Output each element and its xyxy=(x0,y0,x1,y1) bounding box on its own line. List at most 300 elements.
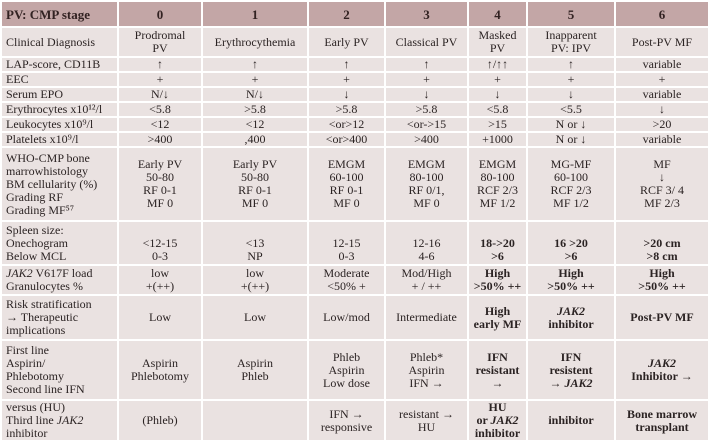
cell-stage-2 xyxy=(309,296,384,339)
cell-line: + xyxy=(423,73,430,86)
cell-line: Low xyxy=(149,310,171,324)
cell-stage-1 xyxy=(203,103,307,116)
cell-stage-3 xyxy=(386,401,467,440)
cell-stage-0 xyxy=(119,401,201,440)
row-label xyxy=(2,148,117,220)
cell-line: EMGM xyxy=(478,157,517,171)
cell-line xyxy=(203,224,307,237)
row-label xyxy=(2,401,117,440)
column-header-stage-6: 6 xyxy=(616,2,708,26)
cell-line: Post-PV MF xyxy=(631,34,693,49)
cell-stage-1 xyxy=(203,341,307,399)
cell-line: RF 0-1 xyxy=(329,183,364,197)
cell-stage-0 xyxy=(119,222,201,264)
cell-line: + xyxy=(494,73,501,86)
cell-line: Inhibitor → xyxy=(631,369,693,383)
cell-stage-4 xyxy=(469,401,526,440)
cell-line: >5.8 xyxy=(244,103,266,116)
cell-stage-4 xyxy=(469,222,526,264)
cell-line: Inapparent xyxy=(545,28,597,42)
cell-stage-2 xyxy=(309,401,384,440)
cell-stage-0 xyxy=(119,88,201,101)
cell-stage-5 xyxy=(528,266,614,294)
cell-line: or JAK2 xyxy=(476,413,519,427)
cell-line: Phleb* xyxy=(409,349,444,364)
cell-line: 80-100 xyxy=(409,170,444,184)
cell-stage-2 xyxy=(309,266,384,294)
row-label xyxy=(2,58,117,71)
cell-stage-6 xyxy=(616,296,708,339)
cell-stage-5 xyxy=(528,28,614,56)
cell-stage-0 xyxy=(119,266,201,294)
cell-line xyxy=(386,224,467,237)
cell-stage-0 xyxy=(119,148,201,220)
cell-line: MF 0 xyxy=(241,196,269,210)
cell-line: + xyxy=(343,73,350,86)
cell-stage-1 xyxy=(203,222,307,264)
cell-line xyxy=(469,224,526,237)
cell-line: Onechogram xyxy=(6,235,68,250)
row-label xyxy=(2,133,117,146)
cell-line: Low/mod xyxy=(323,310,370,324)
cell-stage-0 xyxy=(119,58,201,71)
cell-line: + xyxy=(567,73,575,86)
cell-line: MF 0 xyxy=(146,196,174,210)
cell-line: N/↓ xyxy=(246,88,264,101)
cell-stage-2 xyxy=(309,58,384,71)
cell-line: Intermediate xyxy=(396,310,457,324)
cell-stage-0 xyxy=(119,296,201,339)
cell-line: +(++) xyxy=(145,279,175,293)
table-row xyxy=(2,103,708,116)
cell-line: MF 1/2 xyxy=(479,196,516,210)
cell-line xyxy=(616,224,708,237)
cell-line: EMGM xyxy=(327,157,366,171)
cell-line: Phlebotomy xyxy=(6,369,65,383)
table-row xyxy=(2,222,708,264)
cell-line: N or ↓ xyxy=(555,133,587,146)
cell-stage-6 xyxy=(616,222,708,264)
cell-stage-4 xyxy=(469,118,526,131)
cell-line: RCF 2/3 xyxy=(476,183,518,197)
cell-line: variable xyxy=(642,88,682,101)
cell-stage-0 xyxy=(119,133,201,146)
cell-line: Third line JAK2 xyxy=(6,413,84,427)
cell-stage-1 xyxy=(203,118,307,131)
cell-line: HU xyxy=(488,401,507,414)
cell-stage-1 xyxy=(203,88,307,101)
cell-stage-5 xyxy=(528,341,614,399)
cell-line: 60-100 xyxy=(554,170,588,184)
row-label xyxy=(2,341,117,399)
cell-line: HU xyxy=(417,419,436,434)
cell-stage-5 xyxy=(528,401,614,440)
cell-line: First line xyxy=(6,343,50,357)
cell-line: RF 0/1, xyxy=(408,183,445,197)
cell-line: <5.5 xyxy=(560,103,582,116)
cell-line: High xyxy=(484,266,511,280)
cell-line: Classical PV xyxy=(395,34,458,49)
cell-line: +1000 xyxy=(482,133,513,146)
cell-line: PV xyxy=(152,41,168,55)
table-row xyxy=(2,58,708,71)
table-title: PV: CMP stage xyxy=(2,2,117,26)
cell-stage-3 xyxy=(386,88,467,101)
cell-line: >400 xyxy=(414,133,439,146)
cell-line: RCF 3/ 4 xyxy=(639,183,684,197)
cell-line: MF 0 xyxy=(413,196,440,210)
cell-line: → JAK2 xyxy=(549,375,593,390)
cell-stage-3 xyxy=(386,341,467,399)
table-header xyxy=(2,2,708,26)
cell-stage-6 xyxy=(616,73,708,86)
cell-line: implications xyxy=(6,323,66,337)
cell-line: ↓ xyxy=(494,88,501,101)
cell-line: High xyxy=(558,266,584,280)
cell-line: WHO-CMP bone xyxy=(6,150,90,165)
cell-line: <13 xyxy=(245,235,265,250)
cell-stage-6 xyxy=(616,341,708,399)
cell-line: LAP-score, CD11B xyxy=(6,58,101,71)
cell-stage-1 xyxy=(203,58,307,71)
cell-stage-6 xyxy=(616,28,708,56)
cell-stage-2 xyxy=(309,28,384,56)
cell-line: PV: IPV xyxy=(550,41,592,55)
cell-line: Aspirin xyxy=(328,362,365,377)
cell-line: marrowhistology xyxy=(6,163,88,178)
cell-line: >400 xyxy=(147,133,173,146)
cell-stage-1 xyxy=(203,266,307,294)
cell-stage-0 xyxy=(119,341,201,399)
cell-stage-3 xyxy=(386,73,467,86)
table-row xyxy=(2,88,708,101)
cell-line: Serum EPO xyxy=(6,88,63,101)
cell-stage-1 xyxy=(203,296,307,339)
cell-stage-4 xyxy=(469,266,526,294)
header-row xyxy=(2,2,708,26)
cell-stage-4 xyxy=(469,148,526,220)
table-row xyxy=(2,296,708,339)
cell-line: ↓ xyxy=(659,103,665,116)
row-label xyxy=(2,88,117,101)
row-label xyxy=(2,103,117,116)
cell-line: + xyxy=(156,73,164,86)
cell-line: variable xyxy=(642,58,682,71)
cell-line: Granulocytes % xyxy=(6,279,83,293)
cell-stage-5 xyxy=(528,73,614,86)
cell-line: + xyxy=(658,73,666,86)
cell-stage-5 xyxy=(528,88,614,101)
row-label xyxy=(2,296,117,339)
cell-line: RF 0-1 xyxy=(238,183,272,197)
cell-line: >20 xyxy=(652,118,672,131)
column-header-stage-1: 1 xyxy=(203,2,307,26)
cell-stage-1 xyxy=(203,133,307,146)
cell-line: EEC xyxy=(6,73,29,86)
cell-line: low xyxy=(151,266,169,280)
cell-line: ↓ xyxy=(568,88,574,101)
cell-line: >5.8 xyxy=(335,103,358,116)
cell-line: inhibitor xyxy=(548,413,594,427)
cell-line: + xyxy=(251,73,259,86)
cell-stage-6 xyxy=(616,148,708,220)
cell-stage-6 xyxy=(616,88,708,101)
cell-line: Low xyxy=(244,310,266,324)
cell-stage-3 xyxy=(386,28,467,56)
column-header-stage-0: 0 xyxy=(119,2,201,26)
cell-line: → xyxy=(491,375,504,390)
cell-line: Mod/High xyxy=(401,266,452,280)
cell-line: 4-6 xyxy=(418,248,435,263)
cell-line: Phlebotomy xyxy=(130,369,189,383)
table-row xyxy=(2,28,708,56)
table-row xyxy=(2,133,708,146)
cell-line: >15 xyxy=(488,118,507,131)
cell-stage-2 xyxy=(309,341,384,399)
cell-line: Risk stratification xyxy=(6,297,92,311)
cell-stage-0 xyxy=(119,103,201,116)
column-header-stage-5: 5 xyxy=(528,2,614,26)
cell-stage-6 xyxy=(616,58,708,71)
cell-stage-3 xyxy=(386,266,467,294)
cell-line: Spleen size: xyxy=(6,222,64,237)
cell-line: Masked xyxy=(478,28,517,42)
cell-stage-2 xyxy=(309,88,384,101)
cell-line: ,400 xyxy=(244,133,266,146)
cell-line: 80-100 xyxy=(480,170,515,184)
cell-stage-5 xyxy=(528,103,614,116)
cell-line: MF 1/2 xyxy=(553,196,589,210)
cell-line: >8 cm xyxy=(646,248,678,263)
cell-line: early MF xyxy=(473,316,522,331)
cell-line: Early PV xyxy=(324,34,369,49)
cell-line: MF xyxy=(653,157,671,171)
table-row xyxy=(2,118,708,131)
cell-line: variable xyxy=(642,133,682,146)
cell-line: Clinical Diagnosis xyxy=(6,34,95,49)
cell-line: <12-15 xyxy=(142,235,178,250)
cell-line: JAK2 V617F load xyxy=(6,266,93,280)
cell-line: Bone marrow xyxy=(626,406,698,421)
table-body xyxy=(2,28,708,440)
cell-stage-0 xyxy=(119,118,201,131)
cell-line: Post-PV MF xyxy=(630,310,694,324)
cell-line: Early PV xyxy=(137,157,183,171)
cell-line: Aspirin/ xyxy=(6,356,46,370)
table-row xyxy=(2,73,708,86)
cell-line: Phleb xyxy=(332,349,361,364)
cell-line: <5.8 xyxy=(486,103,509,116)
cell-line: <12 xyxy=(245,118,265,131)
cell-line: low xyxy=(246,266,264,280)
cell-line: High xyxy=(649,266,675,280)
cell-line: 0-3 xyxy=(338,248,355,263)
cell-stage-6 xyxy=(616,401,708,440)
cell-line: N/↓ xyxy=(151,88,169,101)
cell-line: Aspirin xyxy=(408,362,445,377)
row-label xyxy=(2,222,117,264)
cell-line: <or>12 xyxy=(328,118,365,131)
cell-stage-6 xyxy=(616,266,708,294)
cell-line: → Therapeutic xyxy=(6,310,79,324)
cell-line: IFN xyxy=(487,349,508,364)
cell-line: inhibitor xyxy=(474,426,521,440)
cell-line: Leukocytes x10⁹/l xyxy=(6,118,94,131)
cell-stage-5 xyxy=(528,296,614,339)
cell-line: Second line IFN xyxy=(6,382,85,396)
cell-line: MG-MF xyxy=(550,157,592,171)
cell-stage-1 xyxy=(203,401,307,440)
cell-line: resistant → xyxy=(399,406,454,421)
cell-line: Platelets x10⁹/l xyxy=(6,133,79,146)
cell-stage-2 xyxy=(309,133,384,146)
cell-line: inhibitor xyxy=(548,316,594,331)
cell-stage-5 xyxy=(528,58,614,71)
cell-line: EMGM xyxy=(407,157,446,171)
cell-line: (Phleb) xyxy=(142,413,178,427)
cell-stage-3 xyxy=(386,118,467,131)
cell-stage-1 xyxy=(203,73,307,86)
row-label xyxy=(2,266,117,294)
cell-stage-6 xyxy=(616,103,708,116)
cell-stage-4 xyxy=(469,103,526,116)
cell-stage-3 xyxy=(386,103,467,116)
cell-line: 18->20 xyxy=(480,235,515,250)
cell-line: Phleb xyxy=(241,369,269,383)
cell-stage-2 xyxy=(309,222,384,264)
cell-line: Erythrocythemia xyxy=(214,34,296,49)
cell-line: ↑/↑↑ xyxy=(486,58,509,71)
cell-line: BM cellularity (%) xyxy=(6,176,98,191)
cell-line: >20 cm xyxy=(643,235,681,250)
cell-stage-2 xyxy=(309,73,384,86)
cell-line: >6 xyxy=(564,248,578,263)
cell-stage-2 xyxy=(309,103,384,116)
cell-line xyxy=(119,224,201,237)
cell-line: Erythrocytes x10¹²/l xyxy=(6,103,103,116)
cell-line: <12 xyxy=(150,118,170,131)
row-label xyxy=(2,118,117,131)
cell-stage-4 xyxy=(469,133,526,146)
cell-line: 50-80 xyxy=(241,170,269,184)
cell-line: ↑ xyxy=(423,58,430,71)
cell-line: resistant xyxy=(475,362,520,377)
cell-stage-1 xyxy=(203,148,307,220)
cell-line: 12-15 xyxy=(332,235,361,250)
cell-line: MF 2/3 xyxy=(644,196,680,210)
cell-line: High xyxy=(484,303,511,318)
cell-line: ↓ xyxy=(659,170,665,184)
cell-line: ↑ xyxy=(568,58,574,71)
cell-line: IFN xyxy=(560,349,582,364)
cell-line: JAK2 xyxy=(556,303,585,318)
cell-stage-6 xyxy=(616,133,708,146)
table-row xyxy=(2,266,708,294)
cell-line: RCF 2/3 xyxy=(550,183,592,197)
cell-line: IFN → xyxy=(329,406,364,421)
cell-line: 50-80 xyxy=(146,170,174,184)
cell-line: Moderate xyxy=(323,266,370,280)
cell-line: versus (HU) xyxy=(6,401,65,414)
cell-line: Low dose xyxy=(323,375,370,390)
cell-line: Below MCL xyxy=(6,248,67,263)
cell-line: PV xyxy=(489,41,506,55)
cell-line: inhibitor xyxy=(6,426,48,440)
cell-stage-3 xyxy=(386,296,467,339)
cell-stage-4 xyxy=(469,341,526,399)
cell-stage-6 xyxy=(616,118,708,131)
cell-line: ↑ xyxy=(343,58,350,71)
cell-stage-4 xyxy=(469,296,526,339)
cell-line: 60-100 xyxy=(329,170,364,184)
table-row xyxy=(2,341,708,399)
cell-line xyxy=(309,224,384,237)
cell-line: >5.8 xyxy=(415,103,438,116)
table-row xyxy=(2,401,708,440)
cell-line: >50% ++ xyxy=(473,279,522,293)
cell-line: ↑ xyxy=(252,58,258,71)
row-label xyxy=(2,73,117,86)
cell-line: transplant xyxy=(635,419,689,434)
cell-line: Aspirin xyxy=(142,356,178,370)
cell-stage-3 xyxy=(386,58,467,71)
column-header-stage-4: 4 xyxy=(469,2,526,26)
cell-stage-3 xyxy=(386,222,467,264)
cell-line: Aspirin xyxy=(237,356,273,370)
cell-line: MF 0 xyxy=(333,196,360,210)
cell-line: IFN → xyxy=(409,375,444,390)
cell-line: 16 >20 xyxy=(554,235,588,250)
cell-stage-5 xyxy=(528,222,614,264)
cell-stage-0 xyxy=(119,28,201,56)
cell-line: 12-16 xyxy=(412,235,441,250)
cell-stage-0 xyxy=(119,73,201,86)
cell-line: <or->15 xyxy=(406,118,447,131)
cell-line: ↓ xyxy=(423,88,430,101)
column-header-stage-3: 3 xyxy=(386,2,467,26)
cell-line: + / ++ xyxy=(411,279,442,293)
cell-line: 0-3 xyxy=(152,248,168,263)
cell-stage-3 xyxy=(386,148,467,220)
cell-line: NP xyxy=(247,248,263,263)
cell-line: Early PV xyxy=(232,157,278,171)
cell-stage-3 xyxy=(386,133,467,146)
cell-line: <or>400 xyxy=(325,133,368,146)
cell-line: >50% ++ xyxy=(547,279,595,293)
cell-line: resistent xyxy=(549,362,593,377)
table-row xyxy=(2,148,708,220)
cell-line: ↓ xyxy=(343,88,350,101)
cell-stage-4 xyxy=(469,28,526,56)
cell-stage-5 xyxy=(528,148,614,220)
row-label xyxy=(2,28,117,56)
cell-stage-1 xyxy=(203,28,307,56)
cell-line: N or ↓ xyxy=(555,118,587,131)
cell-line: Prodromal xyxy=(134,28,186,42)
cell-stage-4 xyxy=(469,73,526,86)
cell-stage-4 xyxy=(469,88,526,101)
cell-line: Grading RF xyxy=(6,189,63,204)
cell-stage-5 xyxy=(528,118,614,131)
cell-line: ↑ xyxy=(157,58,163,71)
cell-stage-2 xyxy=(309,148,384,220)
cell-stage-2 xyxy=(309,118,384,131)
cell-line: <5.8 xyxy=(149,103,171,116)
cell-line: >6 xyxy=(491,248,504,263)
column-header-stage-2: 2 xyxy=(309,2,384,26)
cell-line xyxy=(528,224,614,237)
cell-line: JAK2 xyxy=(647,356,676,370)
